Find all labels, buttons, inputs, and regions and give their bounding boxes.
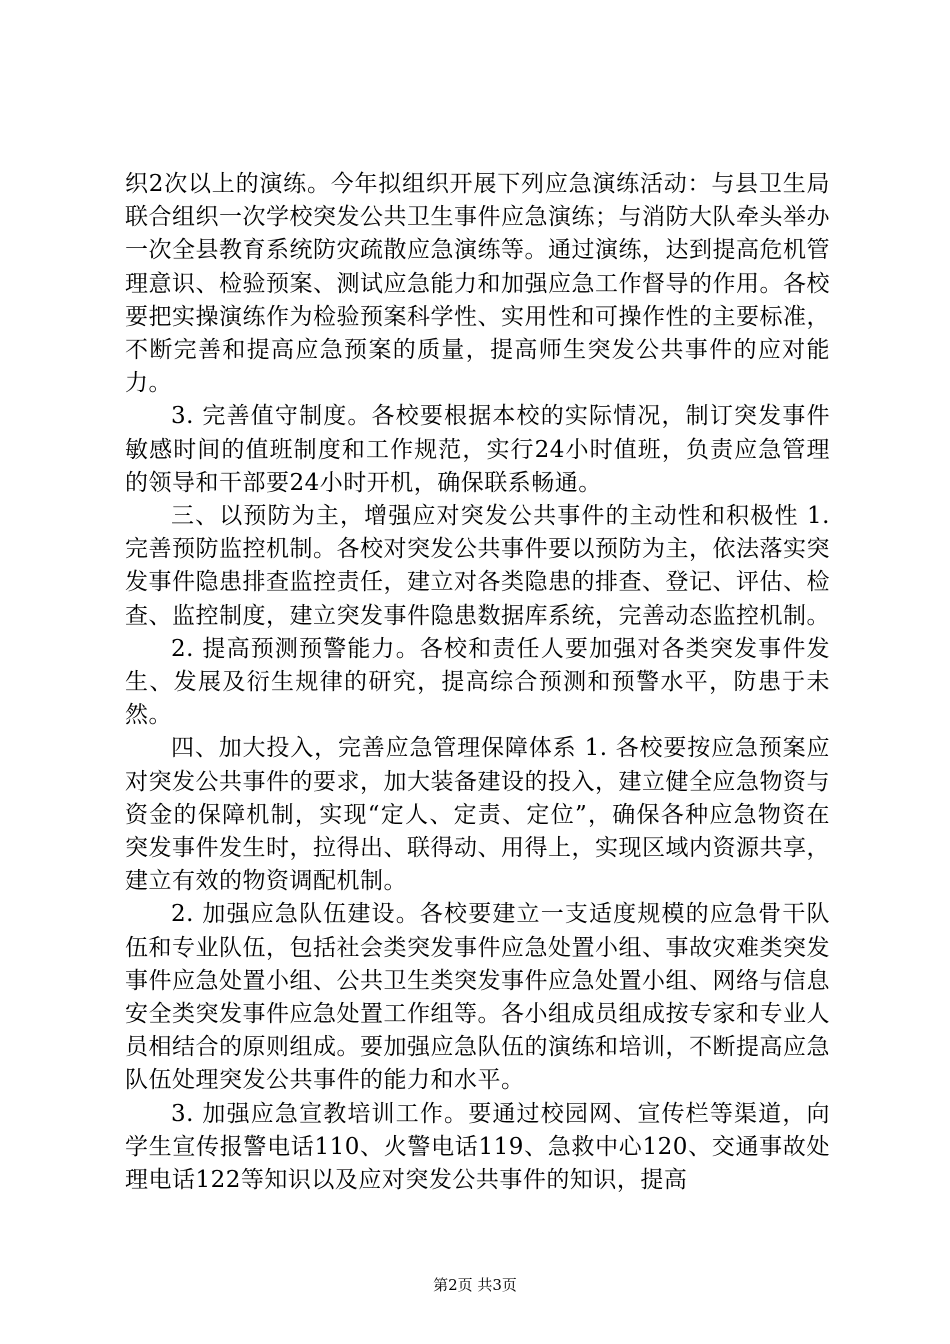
document-body <box>125 168 830 1197</box>
paragraph-drill-continuation: 织2次以上的演练。今年拟组织开展下列应急演练活动：与县卫生局联合组织一次学校突发公共卫生事件应急演练；与消防大队牵头举办一次全县教育系统防灾疏散应急演练等。通过演练，达到提高危机管理意识、检验预案、测试应急能力和加强应急工作督导的作用。各校要把实操演练作为检验预案科学性、实用性和可操作性的主要标准，不断完善和提高应急预案的质量，提高师生突发公共事件的应对能力。 <box>125 171 830 397</box>
paragraph-section-four-investment: 四、加大投入，完善应急管理保障体系 1. 各校要按应急预案应对突发公共事件的要求，加大装备建设的投入，建立健全应急物资与资金的保障机制，实现“定人、定责、定位”，确保各种应急物资在突发事件发生时，拉得出、联得动、用得上，实现区域内资源共享，建立有效的物资调配机制。 <box>125 735 830 895</box>
paragraph-early-warning: 2. 提高预测预警能力。各校和责任人要加强对各类突发事件发生、发展及衍生规律的研究，提高综合预测和预警水平，防患于未然。 <box>125 635 830 729</box>
paragraph-duty-system: 3. 完善值守制度。各校要根据本校的实际情况，制订突发事件敏感时间的值班制度和工作规范，实行24小时值班，负责应急管理的领导和干部要24小时开机，确保联系畅通。 <box>125 403 830 496</box>
paragraph-section-three-prevention: 三、以预防为主，增强应对突发公共事件的主动性和积极性 1. 完善预防监控机制。各校对突发公共事件要以预防为主，依法落实突发事件隐患排查监控责任，建立对各类隐患的排查、登记、评估、检查、监控制度，建立突发事件隐患数据库系统，完善动态监控机制。 <box>125 503 830 629</box>
paragraph-education-training: 3. 加强应急宣教培训工作。要通过校园网、宣传栏等渠道，向学生宣传报警电话110、火警电话119、急救中心120、交通事故处理电话122等知识以及应对突发公共事件的知识，提高 <box>125 1100 830 1194</box>
page-footer: 第2页 共3页 <box>433 1276 517 1294</box>
paragraph-emergency-team: 2. 加强应急队伍建设。各校要建立一支适度规模的应急骨干队伍和专业队伍，包括社会类突发事件应急处置小组、事故灾难类突发事件应急处置小组、公共卫生类突发事件应急处置小组、网络与信息安全类突发事件应急处置工作组等。各小组成员组成按专家和专业人员相结合的原则组成。要加强应急队伍的演练和培训，不断提高应急队伍处理突发公共事件的能力和水平。 <box>125 901 830 1094</box>
